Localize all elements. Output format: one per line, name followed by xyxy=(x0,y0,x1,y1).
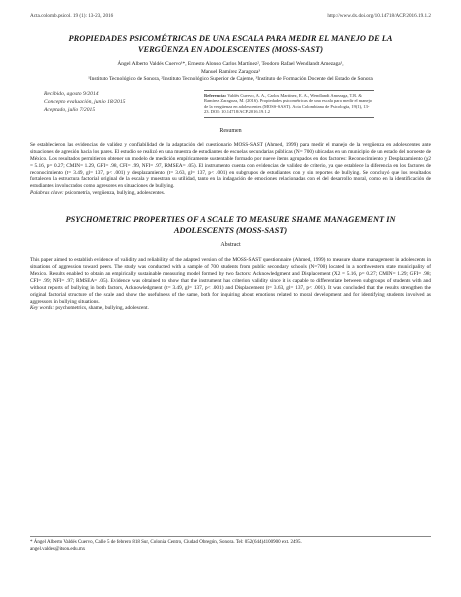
footnote-address: * Ángel Alberto Valdés Cuervo, Calle 5 de febrero 818 Sur, Colonia Centro, Ciudad Obregón, Sonora. Tel: 052(644)4100900 ext. 2495. xyxy=(30,540,302,545)
author-list xyxy=(30,61,431,76)
palabras-clave: psicometría, vergüenza, bullying, adolescentes. xyxy=(65,190,166,197)
keywords-label: Key words: xyxy=(30,305,55,312)
authors-line-1: Ángel Alberto Valdés Cuervo¹*, Ernesto Alonso Carlos Martínez², Teodoro Rafael Wendlandt Amezaga¹, xyxy=(117,61,344,67)
spanish-title: PROPIEDADES PSICOMÉTRICAS DE UNA ESCALA PARA MEDIR EL MANEJO DE LA VERGÜENZA EN ADOLESCENTES (MOSS-SAST) xyxy=(68,34,393,54)
date-received: Recibido, agosto 9/2014 xyxy=(44,90,99,97)
running-head xyxy=(30,13,431,19)
corresponding-author-footnote xyxy=(30,536,431,553)
citation-label: Referencia: xyxy=(204,92,227,98)
running-head-citation: Acta.colomb.psicol. 19 (1): 13-23, 2016 xyxy=(30,13,114,19)
citation-box xyxy=(204,90,374,118)
resumen-body xyxy=(30,142,431,197)
date-evaluated: Concepto evaluación, junio 18/2015 xyxy=(44,98,126,105)
authors-line-2: Manuel Ramírez Zaragoza³ xyxy=(200,68,261,75)
resumen-text: Se establecieron las evidencias de validez y confiabilidad de la adaptación del cuestionario MOSS-SAST (Ahmed, 1999) para medir el manejo de la vergüenza en adolescentes ante situaciones de agresión hacia los pares. El estudio se realizó en una muestra de estudiantes de escuelas secundarias públicas (N= 700) ubicadas en un municipio de un estado del noroeste de México. Los resultados permitieron obtener un modelo de medición empíricamente sustentable formado por nueve ítems agrupados en dos factores: Reconocimiento y Desplazamiento (χ2 = 5.16, p= 0.27; CMIN= 1.29, GFI= .98, CFI= .99, NFI= .97, RMSEA= .05). El instrumento cuenta con evidencias de validez de criterio, ya que establece la diferencia en los factores de reconocimiento (t= 3.49, gl= 137, p< .001) y desplazamiento (t= 3.63, gl= 137, p< .001) en subgrupos de estudiantes con y sin reportes de bullying. Se concluyó que los resultados fortalecen la estructura factorial original de la escala y muestran su utilidad, tanto en la indagación de emociones relacionadas con el del desarrollo moral, como en la identificación de estudiantes involucrados como agresores en situaciones de bullying. xyxy=(30,141,431,190)
article-meta xyxy=(30,90,431,118)
keywords: psychometrics, shame, bullying, adolescent. xyxy=(55,305,149,312)
footnote-email[interactable]: angel.valdes@itson.edu.mx xyxy=(30,546,86,552)
palabras-clave-label: Palabras clave: xyxy=(30,190,64,197)
date-accepted: Aceptado, julio 7/2015 xyxy=(44,106,96,113)
resumen-heading: Resumen xyxy=(219,127,242,134)
abstract-text: This paper aimed to establish evidence of validity and reliability of the adapted version of the MOSS-SAST questionnaire (Ahmed, 1999) to measure shame management in adolescents in situations of aggression toward peers. The study was conducted with a sample of 700 students from public secondary schools (N=700) located in a northwestern state municipality of Mexico. Results enabled to obtain an empirically sustainable measuring model formed by two factors: Acknowledgment and Displacement (X2 = 5.16, p= 0.27; CMIN= 1.29; GFI= .98; CFI= .99; NFI= .97; RMSEA= .05). Evidence was obtained to show that the instrument has criterion validity since it is capable to differentiate between subgroups of students with and without reports of bullying in both factors, Acknowledgment (t= 3.49, gl= 137, p< .001) and Displacement (t= 3.63, gl= 137, p< .001). It was concluded that the results strengthen the original factorial structure of the scale and show the usefulness of the same, both for inquiring about emotions related to moral development and for identifying students involved as aggressors in bullying situations. xyxy=(30,257,431,305)
english-title: PSYCHOMETRIC PROPERTIES OF A SCALE TO MEASURE SHAME MANAGEMENT IN ADOLESCENTS (MOSS-SAST) xyxy=(65,215,396,236)
abstract-body xyxy=(30,257,431,312)
article-dates xyxy=(30,90,184,118)
abstract-heading: Abstract xyxy=(220,242,241,249)
citation-text: Valdés Cuervo, A. A., Carlos Martínez, E. A., Wendlandt Amezaga, T.R. & Ramírez Zaragoza, M. (2016). Propiedades psicométricas de una escala para medir el manejo de la vergüenza en adolescentes (MOSS-SAST). Acta Colombiana de Psicología, 19(1), 13-23. DOI: 10.14718/ACP.2016.19.1.2 xyxy=(204,92,373,115)
running-head-doi[interactable]: http://www.dx.doi.org/10.14718/ACP.2016.19.1.2 xyxy=(327,13,431,19)
affiliations: ¹Instituto Tecnológico de Sonora, ²Instituto Tecnológico Superior de Cajeme, ³Instituto de Formación Docente del Estado de Sonora xyxy=(88,76,373,82)
